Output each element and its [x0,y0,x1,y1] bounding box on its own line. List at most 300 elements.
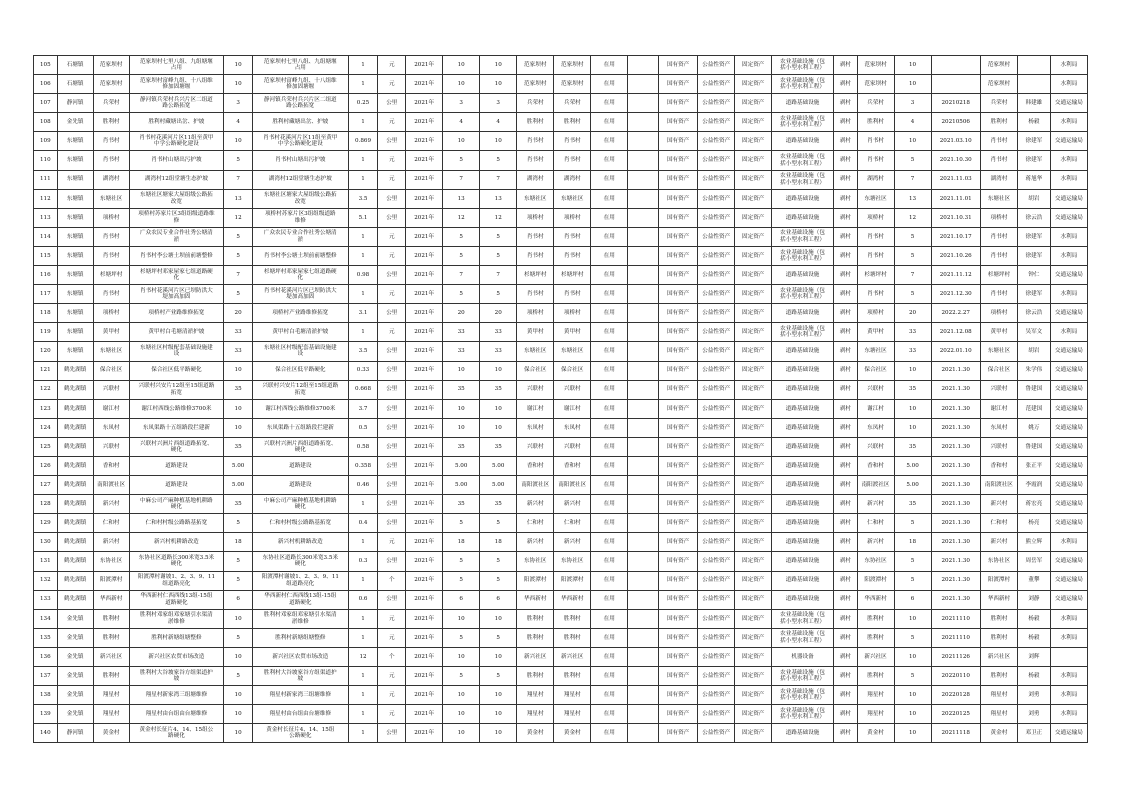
table-cell [628,418,659,437]
table-cell: 10 [480,361,517,380]
table-cell [628,437,659,456]
table-cell: 农业基础设施（包 括小型水利工程） [772,227,834,246]
table-cell: 5 [480,246,517,265]
table-cell: 固定资产 [735,208,772,227]
table-cell: 道路基础设施 [772,380,834,399]
table-cell [931,56,980,75]
table-cell: 新兴村 [980,495,1017,514]
table-cell: 机器设备 [772,647,834,666]
table-cell: 公益性资产 [698,399,735,418]
table-cell: 保合社区 [517,361,554,380]
table-cell: 蒋旭华 [1017,170,1050,189]
table-cell: 鹤先湖镇 [57,380,93,399]
table-cell: 国有资产 [659,399,698,418]
table-cell: 5 [443,227,480,246]
table-cell: 在用 [591,266,628,285]
table-cell: 固定资产 [735,552,772,571]
table-cell: 兴联村 [517,437,554,456]
table-cell: 董攀 [1017,571,1050,590]
table-cell: 112 [34,189,58,208]
table-cell: 116 [34,266,58,285]
table-cell: 兵荣村 [980,94,1017,113]
table-cell: 东协社区 [93,552,129,571]
table-cell: 10 [443,418,480,437]
table-cell: 肖书村山塘出污护坡 [129,151,224,170]
table-cell: 元 [378,75,406,94]
table-cell: 交通运输局 [1050,437,1087,456]
table-cell: 公益性资产 [698,647,735,666]
table-cell: 35 [224,380,253,399]
table-cell: 剥村 [833,342,857,361]
table-cell: 肖书村李公塘土坝前前塘整修 [252,246,348,265]
table-cell: 肖书村 [517,227,554,246]
table-cell: 肖书村 [554,285,591,304]
table-cell: 123 [34,399,58,418]
table-cell: 东凤村 [554,418,591,437]
table-cell: 黄金村 [857,724,894,743]
table-cell: 水利局 [1050,170,1087,189]
table-cell: 固定资产 [735,476,772,495]
table-cell: 2021.1.30 [931,533,980,552]
table-cell: 项桥村产业路维修拓宽 [129,304,224,323]
table-cell: 国有资产 [659,75,698,94]
table-cell: 5.00 [894,456,931,475]
table-cell: 5 [894,571,931,590]
table-cell [628,647,659,666]
table-cell: 在用 [591,533,628,552]
table-cell: 剥村 [833,227,857,246]
table-cell: 胜利村藏塘出岔、护坡 [252,113,348,132]
table-cell: 剥村 [833,266,857,285]
table-cell: 公里 [378,437,406,456]
table-cell: 兴联村 [93,437,129,456]
table-cell: 5 [224,246,253,265]
table-cell: 肖书村 [517,132,554,151]
table-cell: 胜利村 [517,667,554,686]
table-cell: 105 [34,56,58,75]
table-cell: 东塘镇 [57,208,93,227]
table-cell: 剥村 [833,667,857,686]
table-cell: 蒋宏亮 [1017,495,1050,514]
table-cell: 2021年 [406,476,443,495]
table-cell: 静河镇 [57,724,93,743]
table-cell: 项桥村 [554,208,591,227]
table-cell: 公里 [378,208,406,227]
table-cell: 肖书村 [93,151,129,170]
table-cell: 公益性资产 [698,323,735,342]
table-cell: 阳渡潭村 [93,571,129,590]
table-cell: 20 [480,304,517,323]
table-cell: 公益性资产 [698,113,735,132]
table-cell: 在用 [591,514,628,533]
table-cell: 2021年 [406,609,443,628]
table-cell: 剥村 [833,208,857,227]
table-cell: 固定资产 [735,399,772,418]
table-cell: 10 [224,75,253,94]
table-cell: 5 [480,628,517,647]
table-cell: 黄甲村 [93,323,129,342]
table-cell: 剥村 [833,724,857,743]
table-cell [628,94,659,113]
table-cell: 徐建军 [1017,132,1050,151]
table-cell: 在用 [591,170,628,189]
table-cell: 1 [348,571,378,590]
table-cell: 范家坝村 [980,75,1017,94]
table-cell [628,304,659,323]
table-row [34,724,1088,743]
table-cell: 道路建设 [129,476,224,495]
table-cell: 7 [224,266,253,285]
table-cell: 固定资产 [735,189,772,208]
table-cell: 2021.1.30 [931,418,980,437]
table-cell: 道路建设 [252,456,348,475]
table-row [34,113,1088,132]
table-cell: 杉塘坪村 [980,266,1017,285]
table-cell: 4 [894,113,931,132]
table-cell: 阳渡潭村 [554,571,591,590]
table-cell: 10 [894,647,931,666]
table-cell: 徐建军 [1017,246,1050,265]
table-cell: 2021年 [406,628,443,647]
table-cell: 2021年 [406,113,443,132]
table-cell: 132 [34,571,58,590]
table-cell: 140 [34,724,58,743]
table-cell: 胜利村 [857,667,894,686]
table-cell: 2021年 [406,399,443,418]
table-cell: 交通运输局 [1050,724,1087,743]
table-cell: 5 [894,514,931,533]
table-cell: 项桥村 [857,208,894,227]
table-cell: 农业基础设施（包 括小型水利工程） [772,151,834,170]
table-cell: 兴联村 [517,380,554,399]
table-cell: 10 [894,75,931,94]
table-cell: 剥村 [833,647,857,666]
table-cell: 2021年 [406,647,443,666]
table-cell: 2021年 [406,495,443,514]
table-cell: 新兴村 [554,495,591,514]
table-cell: 范家坝村富峰九组、十八组维 修加固塘堰 [252,75,348,94]
table-cell: 4 [443,113,480,132]
table-cell: 公益性资产 [698,342,735,361]
table-cell: 公益性资产 [698,208,735,227]
table-cell: 137 [34,667,58,686]
table-cell: 国有资产 [659,533,698,552]
table-cell: 公益性资产 [698,266,735,285]
table-cell: 公益性资产 [698,437,735,456]
table-cell: 项桥村 [517,208,554,227]
table-cell: 姚万 [1017,418,1050,437]
table-cell: 翔星村新家湾三组塘维修 [129,686,224,705]
table-cell: 东凤渠路十五组路段拦建新 [252,418,348,437]
table-cell: 东塘社区 [857,189,894,208]
table-cell: 新兴社区 [857,647,894,666]
table-cell: 东凤村 [93,418,129,437]
table-cell: 肖书村花溪河片区已坝防洪大 堤加高加固 [252,285,348,304]
table-cell: 公益性资产 [698,151,735,170]
table-cell: 水利局 [1050,533,1087,552]
table-cell: 5.00 [224,476,253,495]
table-cell: 剥村 [833,514,857,533]
table-cell [628,533,659,552]
table-cell: 仁和村 [554,514,591,533]
table-cell: 胜利村 [554,667,591,686]
table-row [34,380,1088,399]
table-cell: 公益性资产 [698,285,735,304]
table-cell: 水利局 [1050,113,1087,132]
table-cell: 固定资产 [735,590,772,609]
table-cell: 国有资产 [659,590,698,609]
table-cell: 静河镇 [57,94,93,113]
table-cell: 鲁建国 [1017,380,1050,399]
table-cell: 剥村 [833,323,857,342]
table-cell: 国有资产 [659,609,698,628]
table-cell: 谢江村 [980,399,1017,418]
table-cell: 2021年 [406,667,443,686]
table-cell: 胜利村 [554,113,591,132]
table-cell: 剥村 [833,246,857,265]
table-cell: 胜利村 [517,113,554,132]
table-cell: 肖书村 [517,246,554,265]
table-cell: 120 [34,342,58,361]
table-cell: 翔星村 [93,705,129,724]
table-cell: 在用 [591,56,628,75]
table-cell: 固定资产 [735,380,772,399]
table-cell: 110 [34,151,58,170]
table-cell: 在用 [591,75,628,94]
table-cell: 新兴社区农贸市场改造 [129,647,224,666]
table-cell: 10 [224,705,253,724]
table-cell: 肖书村 [857,246,894,265]
table-cell: 胜利村藏塘出岔、护坡 [129,113,224,132]
table-cell [628,189,659,208]
table-row [34,75,1088,94]
table-cell: 公益性资产 [698,170,735,189]
table-cell: 5.00 [894,476,931,495]
table-cell [628,399,659,418]
table-cell: 新兴社区 [517,647,554,666]
table-row [34,246,1088,265]
table-cell: 20 [894,304,931,323]
table-cell: 熊立辉 [1017,533,1050,552]
table-cell: 阳渡潭村 [857,571,894,590]
table-cell: 水利局 [1050,609,1087,628]
table-cell: 肖书村 [980,132,1017,151]
table-cell: 新兴社区农贸市场改造 [252,647,348,666]
table-cell: 中麻公司产麻种植基地机耕路 硬化 [252,495,348,514]
table-cell: 交通运输局 [1050,514,1087,533]
table-cell: 阳渡潭村谢坡1、2、3、9、11 组道路亮化 [129,571,224,590]
table-cell: 5 [443,667,480,686]
table-cell: 1 [348,533,378,552]
table-cell: 固定资产 [735,647,772,666]
table-cell: 黄金村 [93,724,129,743]
table-cell: 20211118 [931,724,980,743]
table-cell: 固定资产 [735,266,772,285]
table-cell: 中麻公司产麻种植基地机耕路 硬化 [129,495,224,514]
table-cell: 新兴社区 [554,647,591,666]
asset-table [33,55,1088,743]
table-cell: 2021年 [406,304,443,323]
table-cell: 交通运输局 [1050,590,1087,609]
table-cell: 公益性资产 [698,75,735,94]
table-cell: 公里 [378,590,406,609]
table-cell: 保合社区 [980,361,1017,380]
table-cell: 元 [378,609,406,628]
table-cell [628,113,659,132]
table-cell: 农业基础设施（包 括小型水利工程） [772,686,834,705]
table-cell: 公里 [378,189,406,208]
table-cell: 国有资产 [659,342,698,361]
table-cell: 湖湾村 [554,170,591,189]
table-cell: 香和村 [93,456,129,475]
table-cell: 2022.01.10 [931,342,980,361]
table-cell: 阳渡潭村 [980,571,1017,590]
table-cell: 剥村 [833,456,857,475]
table-row [34,456,1088,475]
table-row [34,495,1088,514]
table-cell: 10 [894,132,931,151]
table-cell: 0.3 [348,552,378,571]
table-cell: 在用 [591,418,628,437]
table-cell: 新兴村 [857,495,894,514]
table-cell: 石塘镇 [57,56,93,75]
table-cell: 周岳军 [1017,552,1050,571]
table-cell: 新兴村 [857,533,894,552]
table-cell: 杨亮 [1017,514,1050,533]
table-cell: 2021.1.30 [931,571,980,590]
table-cell: 0.668 [348,380,378,399]
table-cell: 肖书村 [93,246,129,265]
table-cell: 国有资产 [659,132,698,151]
table-cell: 道路基础设施 [772,418,834,437]
table-cell: 在用 [591,476,628,495]
table-cell: 2021年 [406,705,443,724]
table-cell: 公里 [378,342,406,361]
table-cell: 元 [378,323,406,342]
table-cell: 119 [34,323,58,342]
table-cell: 元 [378,705,406,724]
table-cell: 5 [480,151,517,170]
table-cell: 鹤先湖镇 [57,533,93,552]
table-row [34,323,1088,342]
table-cell: 胜利村大谷坡家谷方组渠道护 坡 [252,667,348,686]
table-cell: 个 [378,647,406,666]
table-cell: 谢江村西线公路维修3700米 [129,399,224,418]
table-cell: 固定资产 [735,456,772,475]
table-cell: 公益性资产 [698,189,735,208]
table-cell: 东协社区 [517,552,554,571]
table-cell: 项桥村 [517,304,554,323]
table-cell: 7 [894,170,931,189]
table-cell: 在用 [591,571,628,590]
table-cell: 交通运输局 [1050,418,1087,437]
table-cell: 肖书村 [554,151,591,170]
table-cell: 0.6 [348,590,378,609]
table-cell: 范家坝村 [93,56,129,75]
table-cell: 项桥村 [93,208,129,227]
table-cell: 13 [894,189,931,208]
table-cell: 122 [34,380,58,399]
table-cell: 公里 [378,552,406,571]
table-cell: 5 [894,285,931,304]
table-cell: 华西新村 [980,590,1017,609]
table-cell [628,151,659,170]
table-cell: 20211110 [931,628,980,647]
table-cell: 黄金村 [517,724,554,743]
table-cell: 东塘社区塘家大屋组级公路拓 改宽 [129,189,224,208]
table-cell: 道路基础设施 [772,476,834,495]
table-cell: 剥村 [833,75,857,94]
table-cell: 金先镇 [57,113,93,132]
table-cell: 范建国 [1017,399,1050,418]
table-cell: 10 [480,724,517,743]
table-cell: 2021年 [406,94,443,113]
table-cell: 33 [224,342,253,361]
table-cell: 兴联村 [980,437,1017,456]
table-cell: 香和村 [517,456,554,475]
table-cell: 道路基础设施 [772,456,834,475]
table-cell: 交通运输局 [1050,399,1087,418]
table-cell: 交通运输局 [1050,189,1087,208]
table-cell: 胜利村 [93,628,129,647]
table-cell: 金先镇 [57,686,93,705]
table-cell: 农业基础设施（包 括小型水利工程） [772,667,834,686]
table-cell: 35 [894,437,931,456]
table-cell: 33 [443,342,480,361]
table-cell: 新兴村 [93,495,129,514]
table-row [34,686,1088,705]
table-cell: 国有资产 [659,437,698,456]
table-cell: 0.98 [348,266,378,285]
table-cell: 国有资产 [659,705,698,724]
table-cell: 农业基础设施（包 括小型水利工程） [772,75,834,94]
table-cell: 保合社区低平路硬化 [252,361,348,380]
table-cell: 公里 [378,399,406,418]
table-cell: 范家坝村七里八组、九组塘堰 占用 [129,56,224,75]
table-cell: 鹤先湖镇 [57,514,93,533]
table-cell: 翔星村 [980,686,1017,705]
table-cell: 胜利村 [93,667,129,686]
table-cell: 胜利村 [980,628,1017,647]
table-cell: 6 [224,590,253,609]
table-cell: 5 [224,151,253,170]
table-cell: 道路建设 [129,456,224,475]
table-cell: 在用 [591,495,628,514]
table-cell: 新兴社区 [980,647,1017,666]
table-cell: 国有资产 [659,94,698,113]
table-cell: 翔星村 [554,705,591,724]
table-cell: 国有资产 [659,686,698,705]
table-cell: 东塘镇 [57,342,93,361]
table-cell: 仁和村 [857,514,894,533]
table-cell: 李霞润 [1017,476,1050,495]
table-cell [1017,75,1050,94]
table-cell: 道路基础设施 [772,590,834,609]
table-cell: 10 [443,399,480,418]
table-cell: 华西新村 [517,590,554,609]
table-cell: 在用 [591,227,628,246]
table-cell: 湖湾村 [93,170,129,189]
table-cell: 20 [443,304,480,323]
table-cell: 33 [894,342,931,361]
table-cell: 在用 [591,323,628,342]
table-cell: 固定资产 [735,628,772,647]
table-body [34,56,1088,743]
table-cell: 2021年 [406,285,443,304]
table-cell: 元 [378,533,406,552]
table-cell: 胜利村邓家组邓家塘引水渠清 淤维修 [252,609,348,628]
table-cell: 农业基础设施（包 括小型水利工程） [772,609,834,628]
